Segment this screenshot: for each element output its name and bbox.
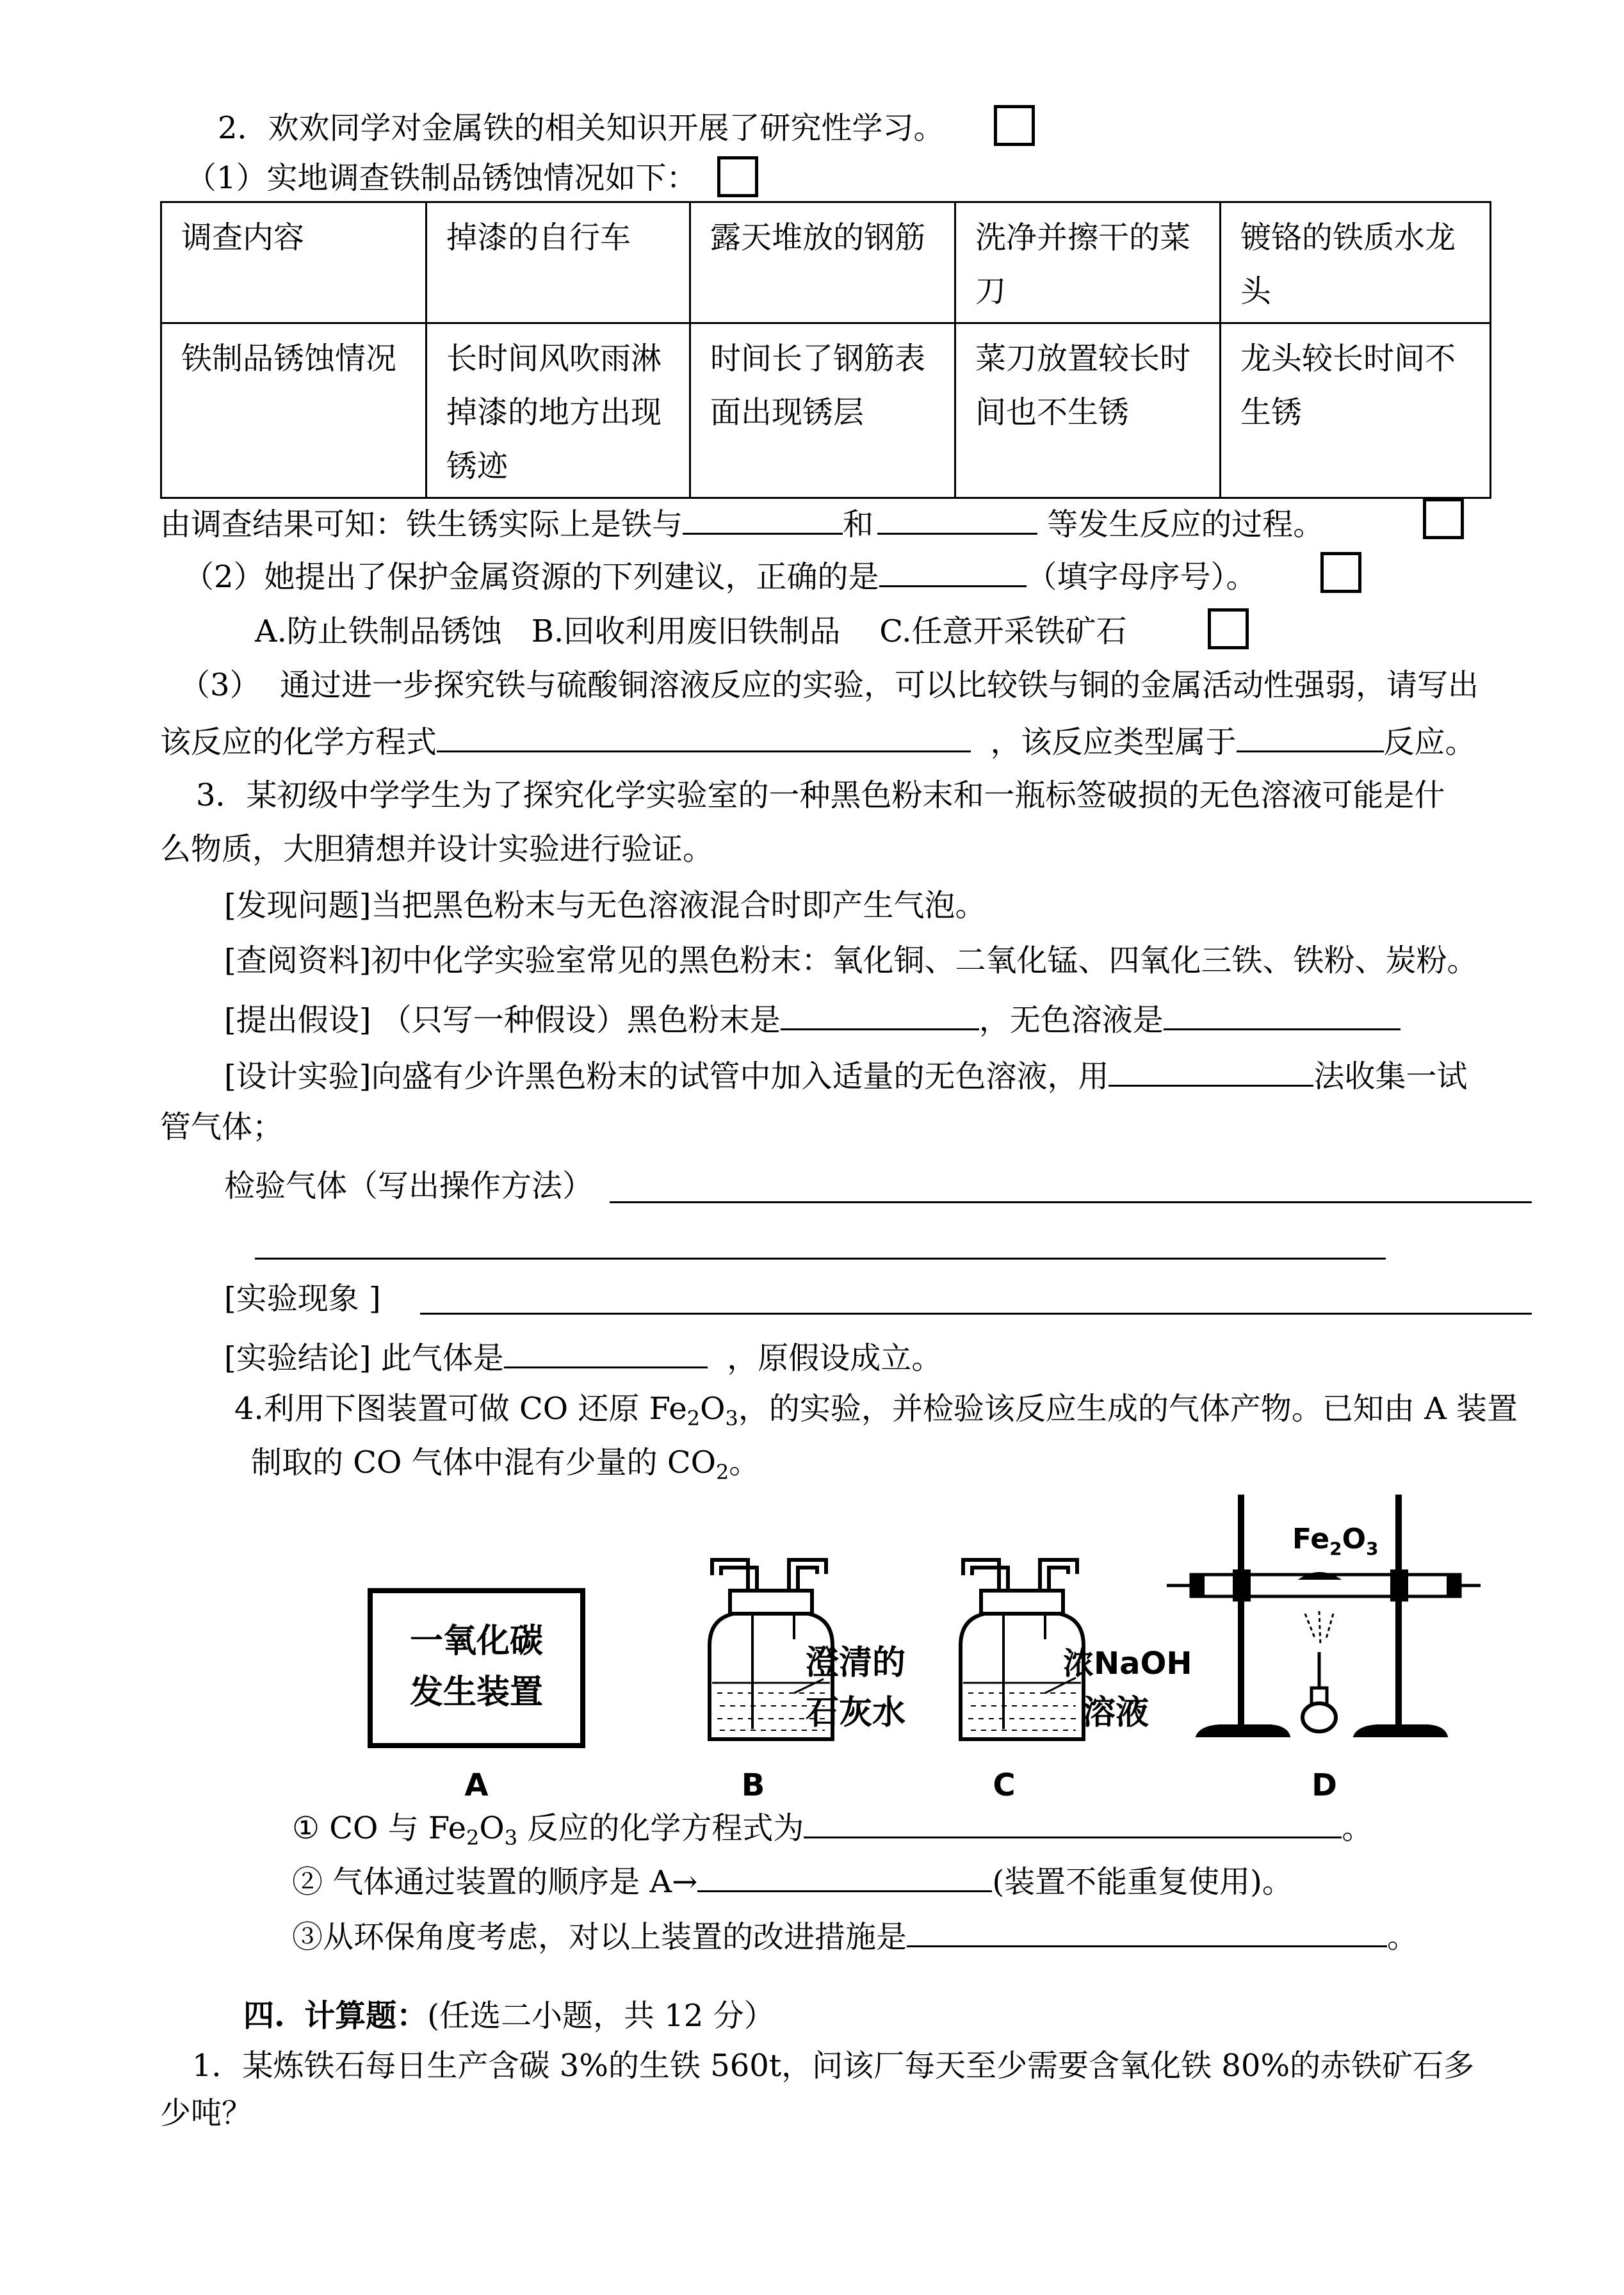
- naoh-label-2: 溶液: [1082, 1694, 1149, 1732]
- q2-stem: 2．欢欢同学对金属铁的相关知识开展了研究性学习。: [218, 110, 945, 146]
- device-label-c: C: [993, 1767, 1016, 1803]
- answer-blank[interactable]: [697, 1860, 992, 1892]
- table-cell: 镀铬的铁质水龙头: [1221, 202, 1491, 323]
- generator-label-2: 发生装置: [409, 1673, 544, 1712]
- q3-check-label: 检验气体（写出操作方法）: [224, 1168, 594, 1204]
- q3-phenomenon: [实验现象 ]: [224, 1281, 381, 1317]
- q4-sub3: ③从环保角度考虑，对以上装置的改进措施是 。: [292, 1915, 1418, 1956]
- q2-part2: （2）她提出了保护金属资源的下列建议，正确的是 （填字母序号）。: [183, 555, 1257, 596]
- q3-stem-line1: 3．某初级中学学生为了探究化学实验室的一种黑色粉末和一瓶标签破损的无色溶液可能是什: [196, 777, 1445, 813]
- calc-q1-line1: 1．某炼铁石每日生产含碳 3%的生铁 560t，问该厂每天至少需要含氧化铁 80%的赤铁矿石多: [192, 2048, 1475, 2084]
- q4-stem-line2: 制取的 CO 气体中混有少量的 $CO_2$。: [251, 1445, 760, 1484]
- calc-q1-line2: 少吨？: [160, 2095, 253, 2131]
- table-cell: 露天堆放的钢筋: [690, 202, 955, 323]
- table-cell: 铁制品锈蚀情况: [161, 323, 426, 498]
- device-label-a: A: [464, 1767, 489, 1803]
- q2-options: A.防止铁制品锈蚀 B.回收利用废旧铁制品 C.任意开采铁矿石: [255, 613, 1127, 649]
- q2-part3-line1: （3） 通过进一步探究铁与硫酸铜溶液反应的实验，可以比较铁与铜的金属活动性强弱，请写出: [179, 667, 1479, 703]
- table-cell: 长时间风吹雨淋掉漆的地方出现锈迹: [426, 323, 690, 498]
- q3-discover: [发现问题]当把黑色粉末与无色溶液混合时即产生气泡。: [224, 888, 986, 923]
- q2-part1-intro: （1）实地调查铁制品锈蚀情况如下：: [186, 160, 697, 196]
- q3-hypothesis: [提出假设] （只写一种假设）黑色粉末是 ，无色溶液是: [224, 998, 1401, 1039]
- q4-stem-line1: 4.利用下图装置可做 CO 还原 $Fe_2O_3$，的实验，并检验该反应生成的气体产物。已知由 A 装置: [234, 1391, 1518, 1431]
- q3-lookup: [查阅资料]初中化学实验室常见的黑色粉末：氧化铜、二氧化锰、四氧化三铁、铁粉、炭粉。: [224, 943, 1478, 978]
- generator-label-1: 一氧化碳: [409, 1622, 544, 1660]
- co-generator-box: [370, 1591, 583, 1746]
- device-label-d: D: [1311, 1767, 1337, 1803]
- table-cell: 掉漆的自行车: [426, 202, 690, 323]
- q3-design-line2: 管气体；: [160, 1109, 284, 1145]
- q4-sub2: ② 气体通过装置的顺序是 A→ (装置不能重复使用)。: [292, 1860, 1293, 1901]
- section-heading: 四. 计算题：(任选二小题，共 12 分）: [243, 1998, 775, 2034]
- device-label-b: B: [741, 1767, 765, 1803]
- naoh-label-1: 浓NaOH: [1063, 1646, 1192, 1682]
- table-cell: 调查内容: [161, 202, 426, 323]
- q2-part3-line2: 该反应的化学方程式 ，该反应类型属于 反应。: [160, 720, 1476, 761]
- q2-conclusion: 由调查结果可知：铁生锈实际上是铁与 和 等发生反应的过程。: [160, 502, 1324, 544]
- q3-design: [设计实验]向盛有少许黑色粉末的试管中加入适量的无色溶液，用 法收集一试: [224, 1054, 1467, 1096]
- answer-blank[interactable]: [907, 1915, 1387, 1947]
- table-cell: 龙头较长时间不生锈: [1221, 323, 1491, 498]
- q4-sub1: ① CO 与 $Fe_2O_3$ 反应的化学方程式为 。: [292, 1806, 1372, 1847]
- limewater-label-2: 石灰水: [806, 1694, 906, 1732]
- table-cell: 菜刀放置较长时间也不生锈: [955, 323, 1221, 498]
- table-cell: 时间长了钢筋表面出现锈层: [690, 323, 955, 498]
- fe2o3-label: $Fe_2O_3$: [1292, 1523, 1379, 1559]
- answer-blank[interactable]: [804, 1806, 1342, 1838]
- limewater-label-1: 澄清的: [806, 1644, 906, 1682]
- q3-conclusion: [实验结论] 此气体是 ，原假设成立。: [224, 1336, 942, 1377]
- table-cell: 洗净并擦干的菜刀: [955, 202, 1221, 323]
- q3-stem-line2: 么物质，大胆猜想并设计实验进行验证。: [160, 831, 714, 867]
